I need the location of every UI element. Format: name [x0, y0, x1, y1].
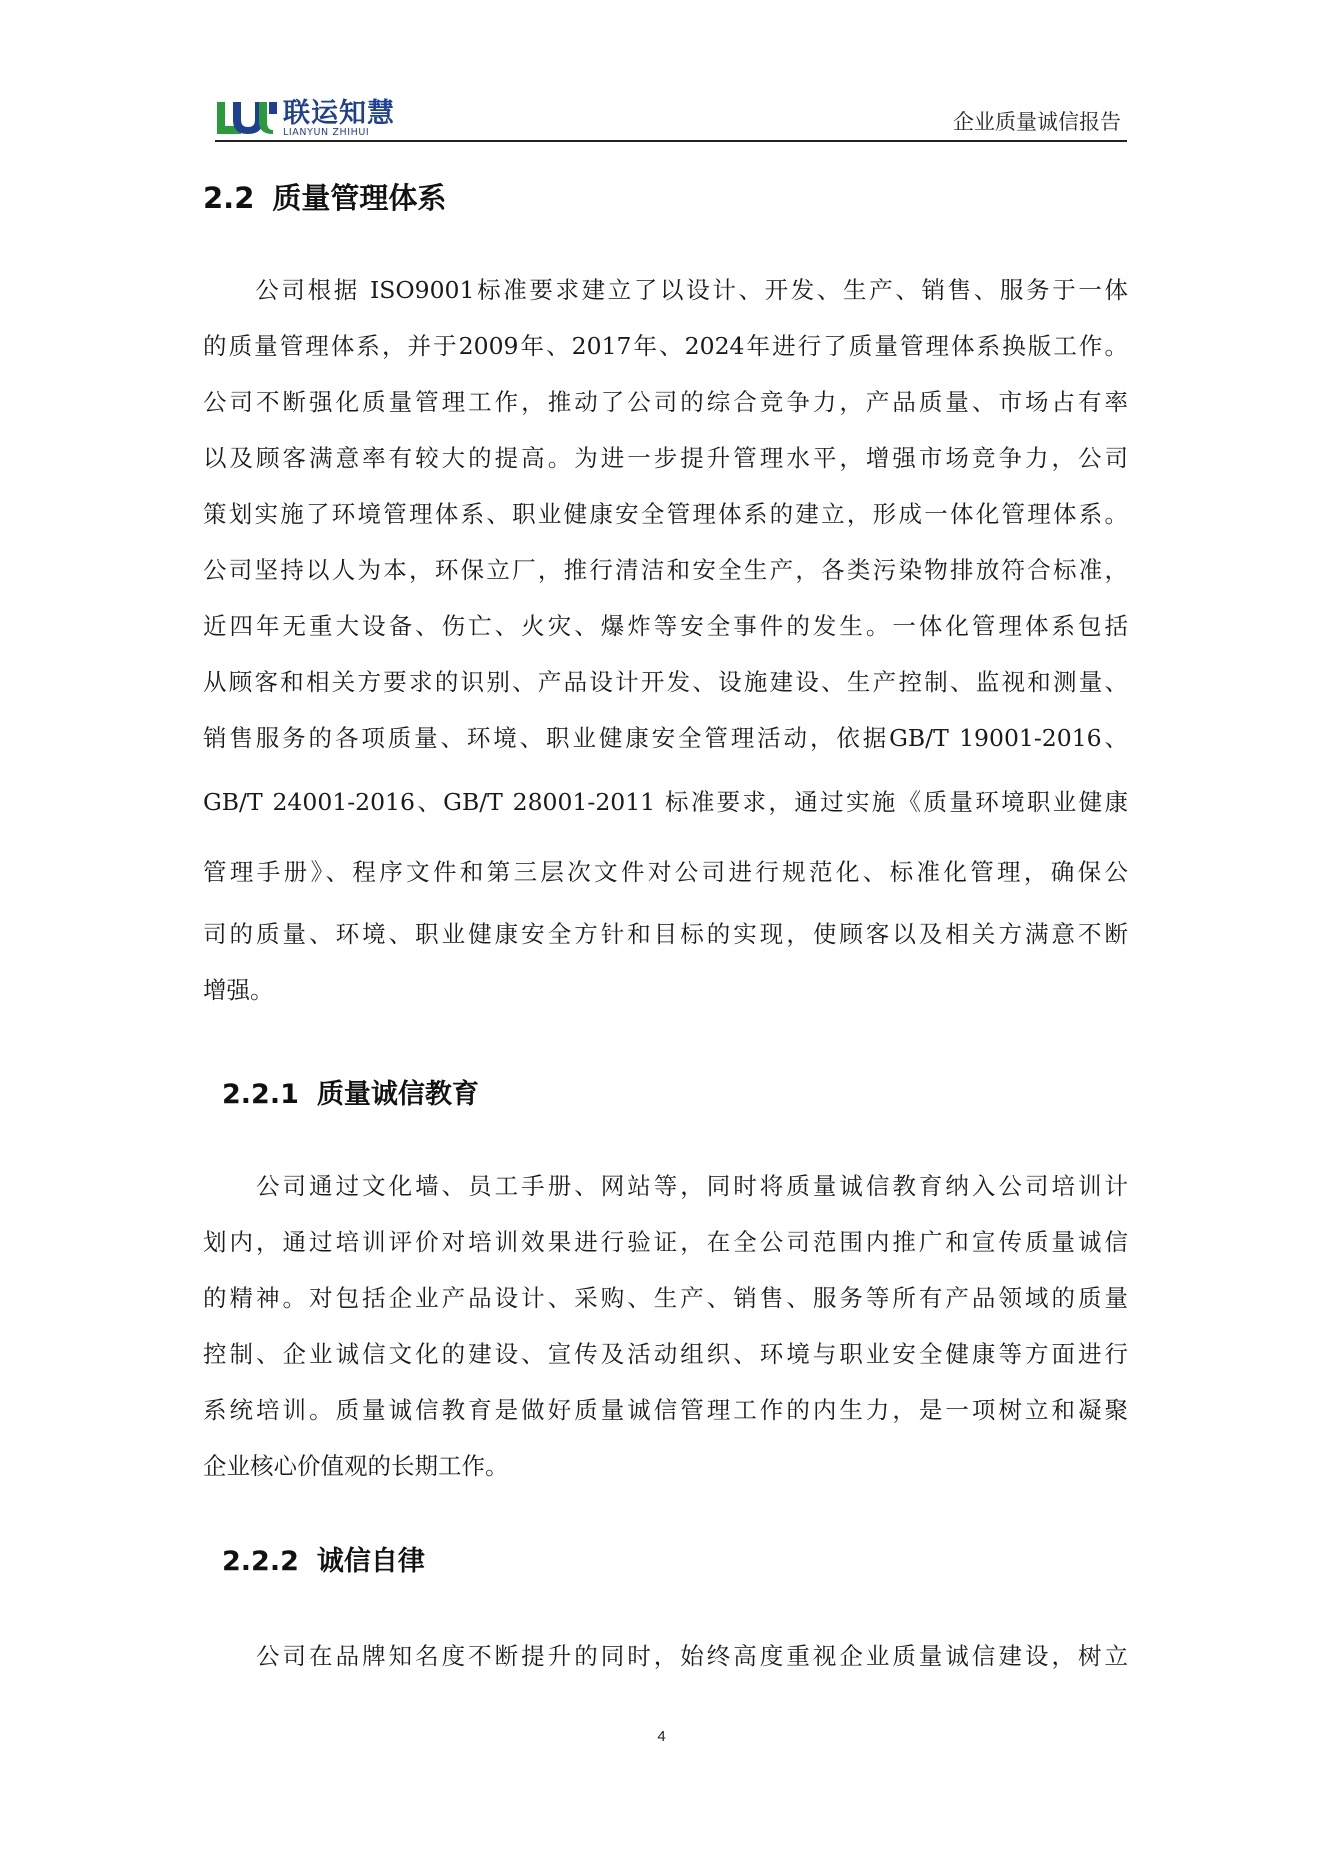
section-number: 2.2.1	[222, 1079, 299, 1110]
text-line: 策划实施了环境管理体系、职业健康安全管理体系的建立，形成一体化管理体系。	[203, 500, 1128, 528]
text-line: 公司不断强化质量管理工作，推动了公司的综合竞争力，产品质量、市场占有率	[203, 388, 1128, 416]
header-report-title: 企业质量诚信报告	[953, 110, 1121, 134]
logo-text	[283, 100, 395, 138]
text-line: 的精神。对包括企业产品设计、采购、生产、销售、服务等所有产品领域的质量	[203, 1284, 1128, 1312]
section-title: 诚信自律	[316, 1546, 425, 1577]
page-number: 4	[657, 1728, 666, 1745]
text-line: 销售服务的各项质量、环境、职业健康安全管理活动，依据GB/T 19001-2016、	[203, 724, 1128, 752]
text-line: 公司在品牌知名度不断提升的同时，始终高度重视企业质量诚信建设，树立	[203, 1642, 1128, 1670]
section-heading-2-2-2	[222, 1543, 425, 1581]
page-header	[215, 98, 1127, 142]
text-line: 的质量管理体系，并于2009年、2017年、2024年进行了质量管理体系换版工作。	[203, 332, 1128, 360]
text-line: 近四年无重大设备、伤亡、火灾、爆炸等安全事件的发生。一体化管理体系包括	[203, 612, 1128, 640]
text-line: 以及顾客满意率有较大的提高。为进一步提升管理水平，增强市场竞争力，公司	[203, 444, 1128, 472]
section-title: 质量管理体系	[272, 181, 447, 215]
section-heading-2-2-1	[222, 1076, 479, 1114]
company-logo	[215, 100, 395, 138]
text-line: 司的质量、环境、职业健康安全方针和目标的实现，使顾客以及相关方满意不断	[203, 920, 1128, 948]
lianyun-logo-icon	[215, 100, 279, 136]
text-line: 企业核心价值观的长期工作。	[203, 1452, 509, 1480]
text-line: 增强。	[203, 976, 274, 1004]
text-line: 公司根据 ISO9001标准要求建立了以设计、开发、生产、销售、服务于一体	[203, 276, 1128, 304]
text-line: 管理手册》、程序文件和第三层次文件对公司进行规范化、标准化管理，确保公	[203, 858, 1128, 886]
paragraph-quality-integrity-education	[203, 1158, 1128, 1494]
section-number: 2.2.2	[222, 1546, 299, 1577]
text-line: 控制、企业诚信文化的建设、宣传及活动组织、环境与职业安全健康等方面进行	[203, 1340, 1128, 1368]
paragraph-integrity-self-discipline	[203, 1628, 1128, 1684]
section-title: 质量诚信教育	[316, 1079, 479, 1110]
logo-english-name: LIANYUN ZHIHUI	[283, 127, 370, 138]
paragraph-quality-management	[203, 262, 1128, 1018]
text-line: 公司通过文化墙、员工手册、网站等，同时将质量诚信教育纳入公司培训计	[203, 1172, 1128, 1200]
text-line: 公司坚持以人为本，环保立厂，推行清洁和安全生产，各类污染物排放符合标准，	[203, 556, 1128, 584]
text-line: GB/T 24001-2016、GB/T 28001-2011 标准要求，通过实施《质量环境职业健康	[203, 788, 1128, 816]
text-line: 系统培训。质量诚信教育是做好质量诚信管理工作的内生力，是一项树立和凝聚	[203, 1396, 1128, 1424]
section-number: 2.2	[203, 181, 255, 215]
text-line: 从顾客和相关方要求的识别、产品设计开发、设施建设、生产控制、监视和测量、	[203, 668, 1128, 696]
section-heading-2-2	[203, 178, 446, 218]
text-line: 划内，通过培训评价对培训效果进行验证，在全公司范围内推广和宣传质量诚信	[203, 1228, 1128, 1256]
logo-chinese-name: 联运知慧	[283, 98, 395, 129]
